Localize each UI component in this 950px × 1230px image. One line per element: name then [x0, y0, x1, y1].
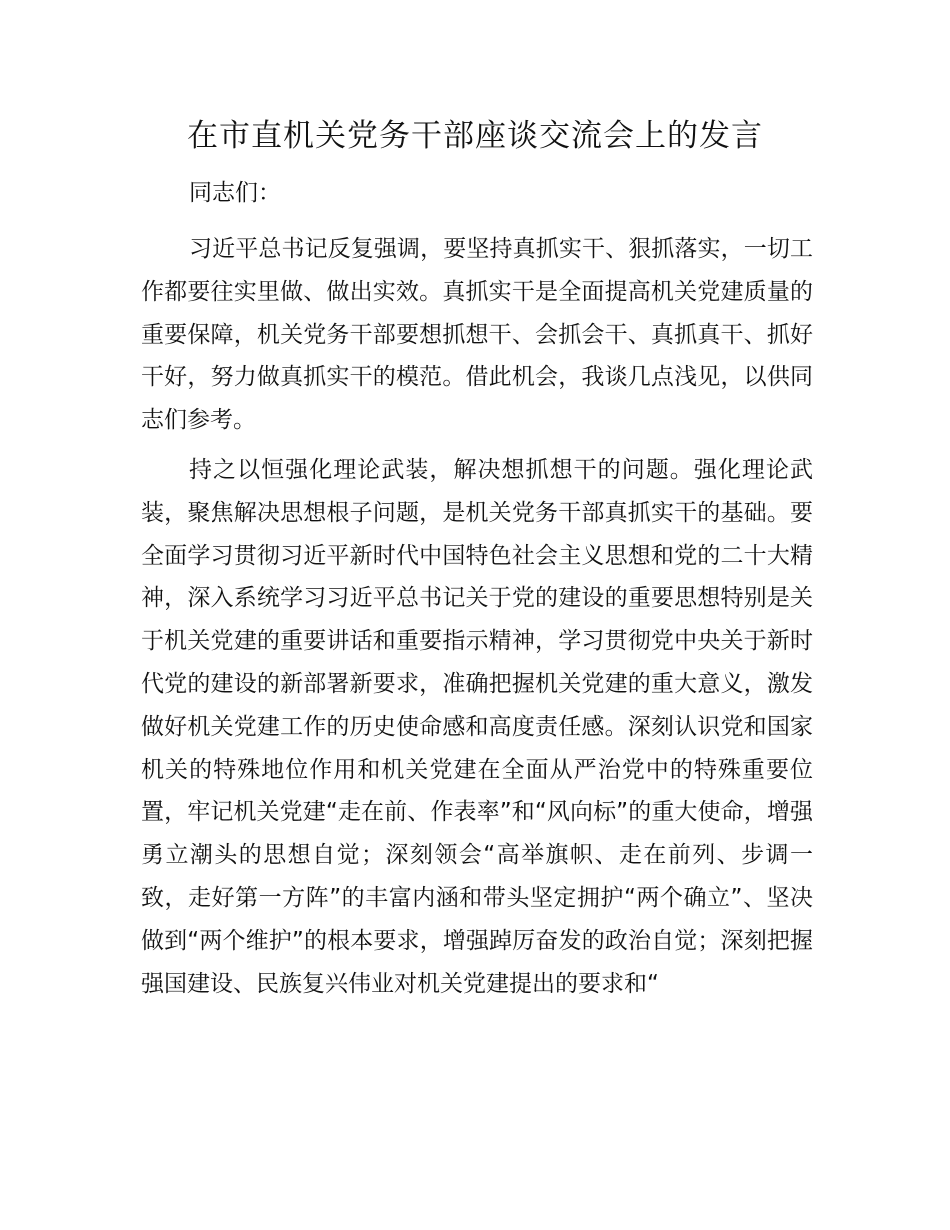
paragraph-intro: 习近平总书记反复强调，要坚持真抓实干、狠抓落实，一切工作都要往实里做、做出实效。真抓实干是全面提高机关党建质量的重要保障，机关党务干部要想抓想干、会抓会干、真抓真干、抓好干好，努力做真抓实干的模范。借此机会，我谈几点浅见，以供同志们参考。 [141, 236, 813, 434]
document-title: 在市直机关党务干部座谈交流会上的发言 [187, 118, 763, 154]
paragraph-theory: 持之以恒强化理论武装，解决想抓想干的问题。强化理论武装，聚焦解决思想根子问题，是机关党务干部真抓实干的基础。要全面学习贯彻习近平新时代中国特色社会主义思想和党的二十大精神，深入系统学习习近平总书记关于党的建设的重要思想特别是关于机关党建的重要讲话和重要指示精神，学习贯彻党中央关于新时代党的建设的新部署新要求，准确把握机关党建的重大意义，激发做好机关党建工作的历史使命感和高度责任感。深刻认识党和国家机关的特殊地位作用和机关党建在全面从严治党中的特殊重要位置，牢记机关党建“走在前、作表率”和“风向标”的重大使命，增强勇立潮头的思想自觉；深刻领会“高举旗帜、走在前列、步调一致，走好第一方阵”的丰富内涵和带头坚定拥护“两个确立”、坚决做到“两个维护”的根本要求，增强踔厉奋发的政治自觉；深刻把握强国建设、民族复兴伟业对机关党建提出的要求和“ [141, 457, 813, 997]
salutation: 同志们： [189, 180, 281, 206]
